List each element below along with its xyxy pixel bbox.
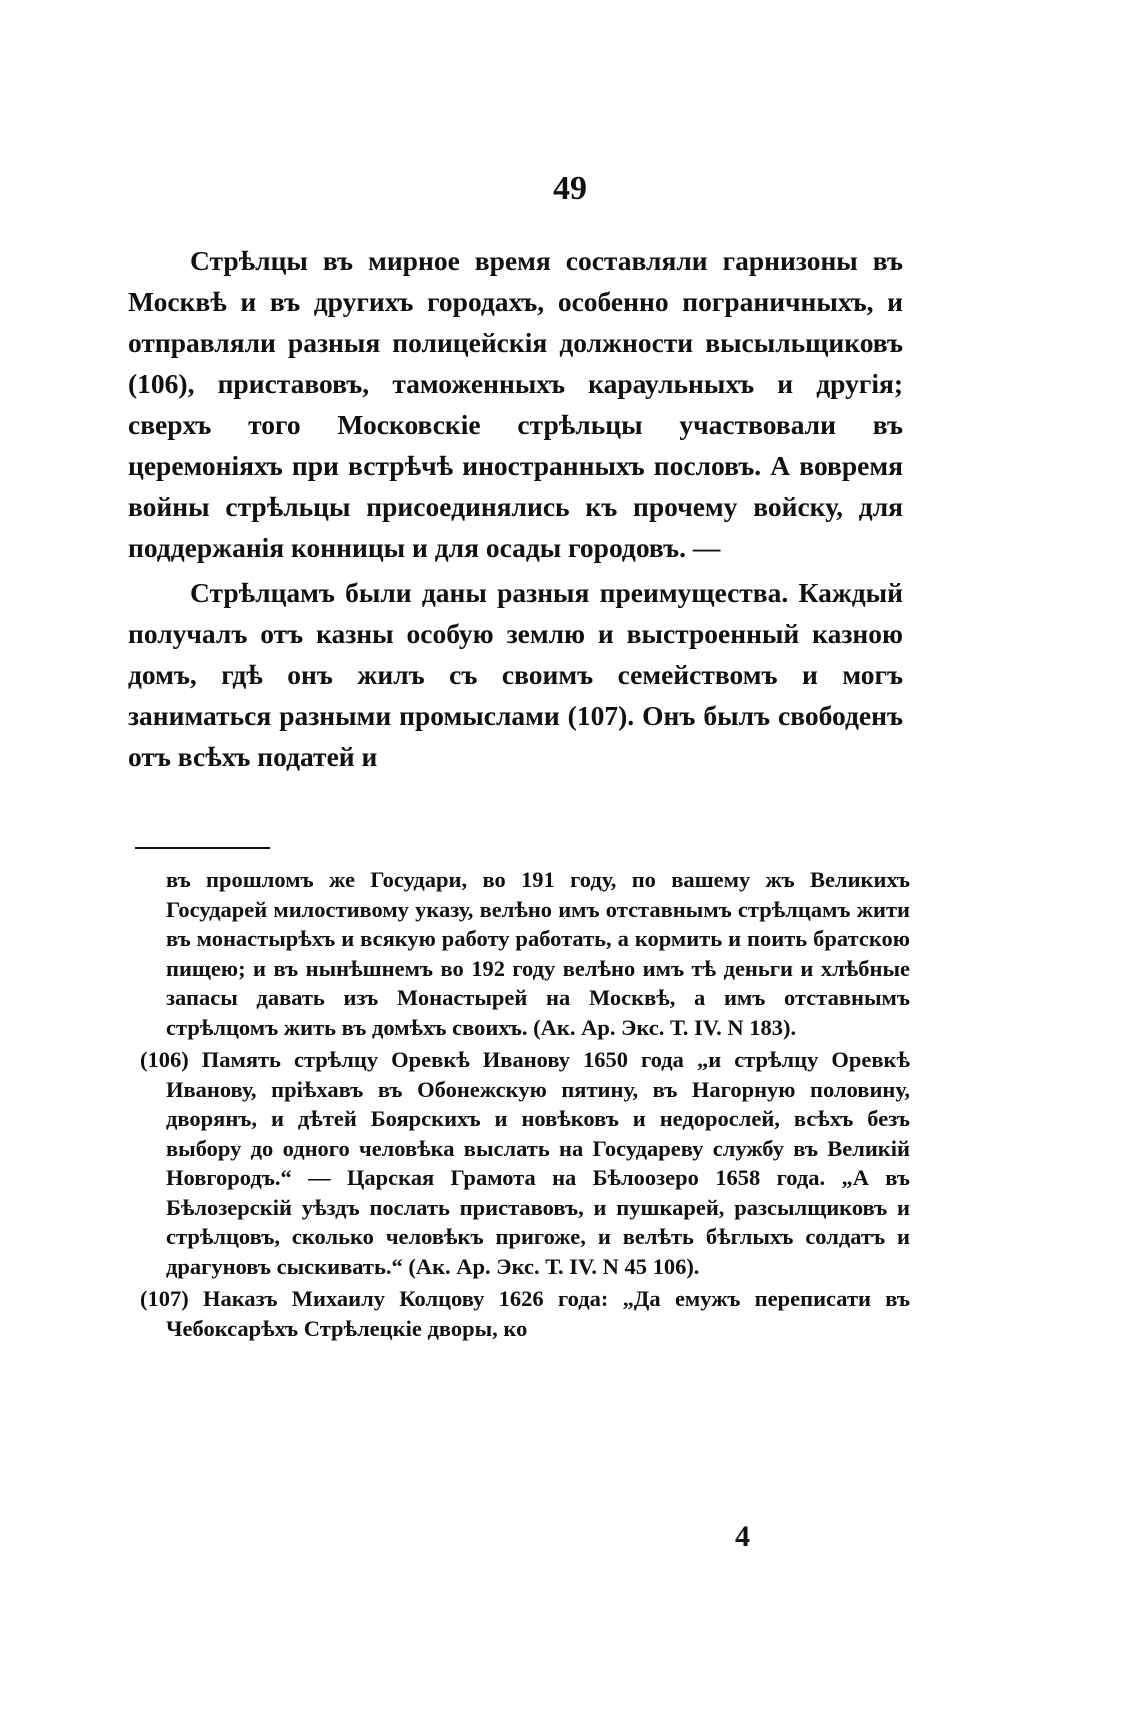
signature-mark: 4 — [735, 1520, 750, 1553]
footnote-106: (106) Память стрѣлцу Оревкѣ Иванову 1650 года „и стрѣлцу Оревкѣ Иванову, пріѣхавъ въ Обонежскую пятину, въ Нагорную половину, дворянъ, и дѣтей Боярскихъ и новѣковъ и недорослей, всѣхъ безъ выбору до одного человѣка выслать на Государеву службу въ Великій Новгородъ.“ — Царская Грамота на Бѣлоозеро 1658 года. „А въ Бѣлозерскій уѣздъ послать приставовъ, и пушкарей, разсылщиковъ и стрѣлцовъ, сколько человѣкъ пригоже, и велѣть бѣглыхъ солдатъ и драгуновъ сыскивать.“ (Ак. Ар. Экс. Т. IV. N 45 106). — [140, 1047, 910, 1279]
footnote-107: (107) Наказъ Михаилу Колцову 1626 года: „Да емужъ переписати въ Чебоксарѣхъ Стрѣлецкіе дворы, ко — [140, 1286, 910, 1341]
page-number: 49 — [553, 170, 587, 207]
paragraph-1: Стрѣлцы въ мирное время составляли гарнизоны въ Москвѣ и въ другихъ городахъ, особенно пограничныхъ, и отправляли разныя полицейскія должности высыльщиковъ (106), приставовъ, таможенныхъ караульныхъ и другія; сверхъ того Московскіе стрѣльцы участвовали въ церемоніяхъ при встрѣчѣ иностранныхъ пословъ. А вовремя войны стрѣльцы присоединялись къ прочему войску, для поддержанія конницы и для осады городовъ. — — [128, 245, 903, 563]
footnotes — [140, 865, 910, 1343]
footnote-continuation: въ прошломъ же Государи, во 191 году, по вашему жъ Великихъ Государей милостивому указу, велѣно имъ отставнымъ стрѣлцамъ жити въ монастырѣхъ и всякую работу работать, а кормить и поить братскою пищею; и въ нынѣшнемъ во 192 году велѣно имъ тѣ деньги и хлѣбные запасы давать изъ Монастырей на Москвѣ, а имъ отставнымъ стрѣлцомъ жить въ домѣхъ своихъ. (Ак. Ар. Экс. Т. IV. N 183). — [166, 867, 910, 1040]
main-text — [128, 240, 903, 777]
paragraph-2: Стрѣлцамъ были даны разныя преимущества. Каждый получалъ отъ казны особую землю и выстроенный казною домъ, гдѣ онъ жилъ съ своимъ семействомъ и могъ заниматься разными промыслами (107). Онъ былъ свободенъ отъ всѣхъ податей и — [128, 577, 903, 772]
footnote-separator — [135, 847, 270, 849]
